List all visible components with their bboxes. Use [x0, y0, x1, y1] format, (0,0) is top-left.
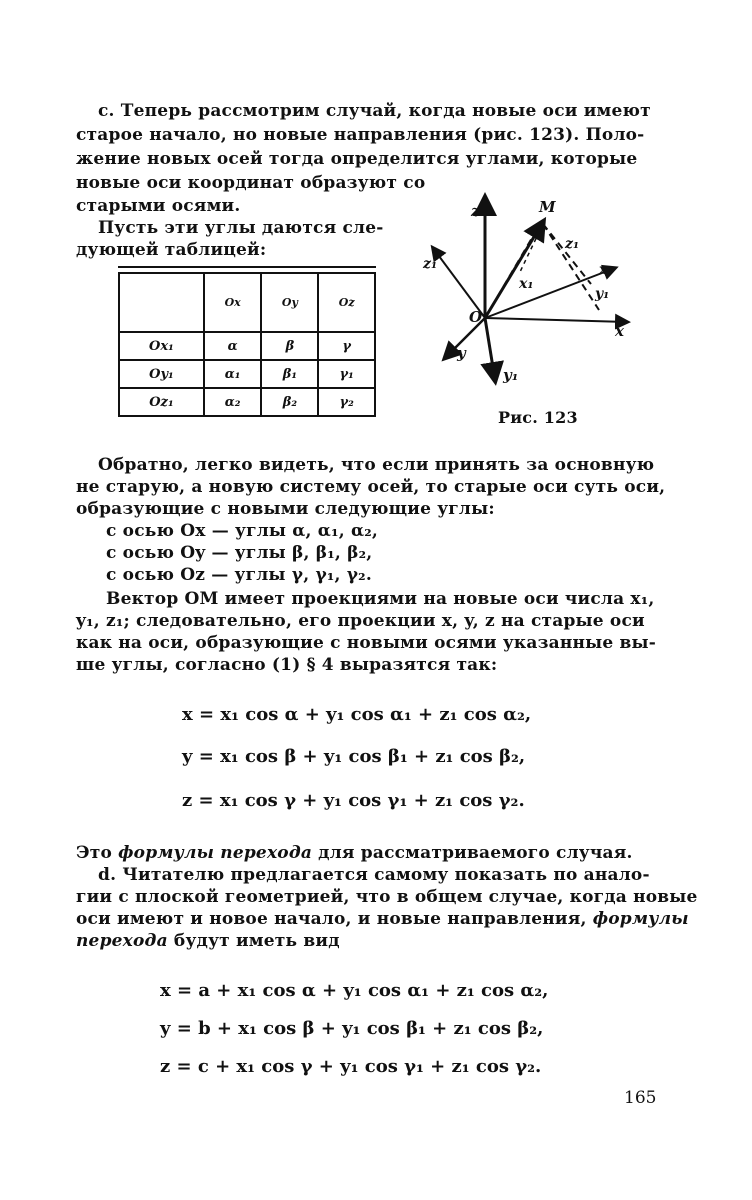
x-axis-line [485, 318, 627, 322]
page-number: 165 [624, 1088, 657, 1108]
table-row [119, 388, 375, 416]
table-cell: Ox₁ [119, 332, 204, 360]
table-cell: α [204, 332, 262, 360]
table-top-rule [118, 266, 376, 268]
table-header-cell: Oy [261, 273, 318, 332]
conclusion-italic: формулы перехода [118, 843, 313, 863]
label-z1-diag: z₁ [565, 236, 580, 252]
para-c-line-4: новые оси координат образуют со [76, 173, 426, 193]
table-row [119, 360, 375, 388]
label-x-axis: x [615, 322, 624, 340]
table-header-cell: Ox [204, 273, 262, 332]
formula-x: x = x₁ cos α + y₁ cos α₁ + z₁ cos α₂, [182, 704, 532, 725]
label-x1-mid: x₁ [519, 276, 534, 292]
table-cell: Oy₁ [119, 360, 204, 388]
para-c-line-5: старыми осями. [76, 196, 241, 216]
axis-line-ox: с осью Ox — углы α, α₁, α₂, [106, 521, 379, 541]
y1-axis-line [485, 318, 495, 380]
table-header-cell [119, 273, 204, 332]
label-y1-axis: y₁ [503, 366, 519, 384]
para-d-line-2: гии с плоской геометрией, что в общем случае, когда новые [76, 887, 698, 907]
para-d-line-3-text: оси имеют и новое начало, и новые направления, [76, 909, 593, 929]
conclusion-suffix: для рассматриваемого случая. [312, 843, 633, 863]
conclusion-line [76, 842, 633, 864]
para-vector-line-3: как на оси, образующие с новыми осями указанные вы- [76, 633, 657, 653]
figure-caption: Рис. 123 [498, 408, 578, 427]
para-vector-line-2: y₁, z₁; следовательно, его проекции x, y, z на старые оси [76, 611, 645, 631]
para-inverse-line-2: не старую, а новую систему осей, то старые оси суть оси, [76, 477, 666, 497]
label-z1-left: z₁ [423, 256, 438, 272]
table-cell: α₂ [204, 388, 262, 416]
para-d-line-4 [76, 930, 340, 952]
dashed-line [485, 226, 539, 318]
table-cell: β [261, 332, 318, 360]
dashed-line [543, 224, 591, 284]
table-header-cell: Oz [318, 273, 375, 332]
label-z: z [471, 202, 480, 220]
para-c-line-3: жение новых осей тогда определится углами, которые [76, 149, 638, 169]
table-cell: α₁ [204, 360, 262, 388]
table-cell: γ₂ [318, 388, 375, 416]
table-cell: β₁ [261, 360, 318, 388]
para-d-line-3 [76, 908, 689, 930]
formula-z: z = x₁ cos γ + y₁ cos γ₁ + z₁ cos γ₂. [182, 790, 525, 811]
figure-123-diagram [415, 190, 645, 400]
para-c-line-1: c. Теперь рассмотрим случай, когда новые оси имеют [98, 101, 651, 121]
para-c-line-2: старое начало, но новые направления (рис. 123). Поло- [76, 125, 645, 145]
formula-general-y: y = b + x₁ cos β + y₁ cos β₁ + z₁ cos β₂, [160, 1018, 544, 1039]
formula-general-z: z = c + x₁ cos γ + y₁ cos γ₁ + z₁ cos γ₂. [160, 1056, 542, 1077]
table-cell: Oz₁ [119, 388, 204, 416]
formula-y: y = x₁ cos β + y₁ cos β₁ + z₁ cos β₂, [182, 746, 526, 767]
table-cell: β₂ [261, 388, 318, 416]
angle-table [118, 272, 376, 417]
axis-line-oy: с осью Oy — углы β, β₁, β₂, [106, 543, 373, 563]
para-d-line-4-text: будут иметь вид [167, 931, 340, 951]
para-vector-line-4: ше углы, согласно (1) § 4 выразятся так: [76, 655, 498, 675]
table-cell: γ₁ [318, 360, 375, 388]
table-header-row [119, 273, 375, 332]
para-d-line-3-italic: формулы [592, 909, 689, 929]
dashed-line [519, 224, 543, 274]
label-origin: O [469, 308, 483, 326]
table-cell: γ [318, 332, 375, 360]
para-c-line-7: дующей таблицей: [76, 240, 267, 260]
table-row [119, 332, 375, 360]
label-y1-right: y₁ [595, 286, 610, 302]
para-inverse-line-3: образующие с новыми следующие углы: [76, 499, 495, 519]
para-c-line-6: Пусть эти углы даются сле- [98, 218, 384, 238]
para-vector-line-1: Вектор OM имеет проекциями на новые оси числа x₁, [106, 589, 655, 609]
para-inverse-line-1: Обратно, легко видеть, что если принять за основную [98, 455, 655, 475]
para-d-line-1: d. Читателю предлагается самому показать по анало- [98, 865, 650, 885]
label-x1-right: x₁ [599, 262, 614, 278]
formula-general-x: x = a + x₁ cos α + y₁ cos α₁ + z₁ cos α₂, [160, 980, 549, 1001]
label-m: M [539, 198, 556, 216]
conclusion-prefix: Это [76, 843, 119, 863]
axis-line-oz: с осью Oz — углы γ, γ₁, γ₂. [106, 565, 372, 585]
para-d-line-4-italic: перехода [76, 931, 168, 951]
label-y-axis: y [457, 344, 466, 362]
